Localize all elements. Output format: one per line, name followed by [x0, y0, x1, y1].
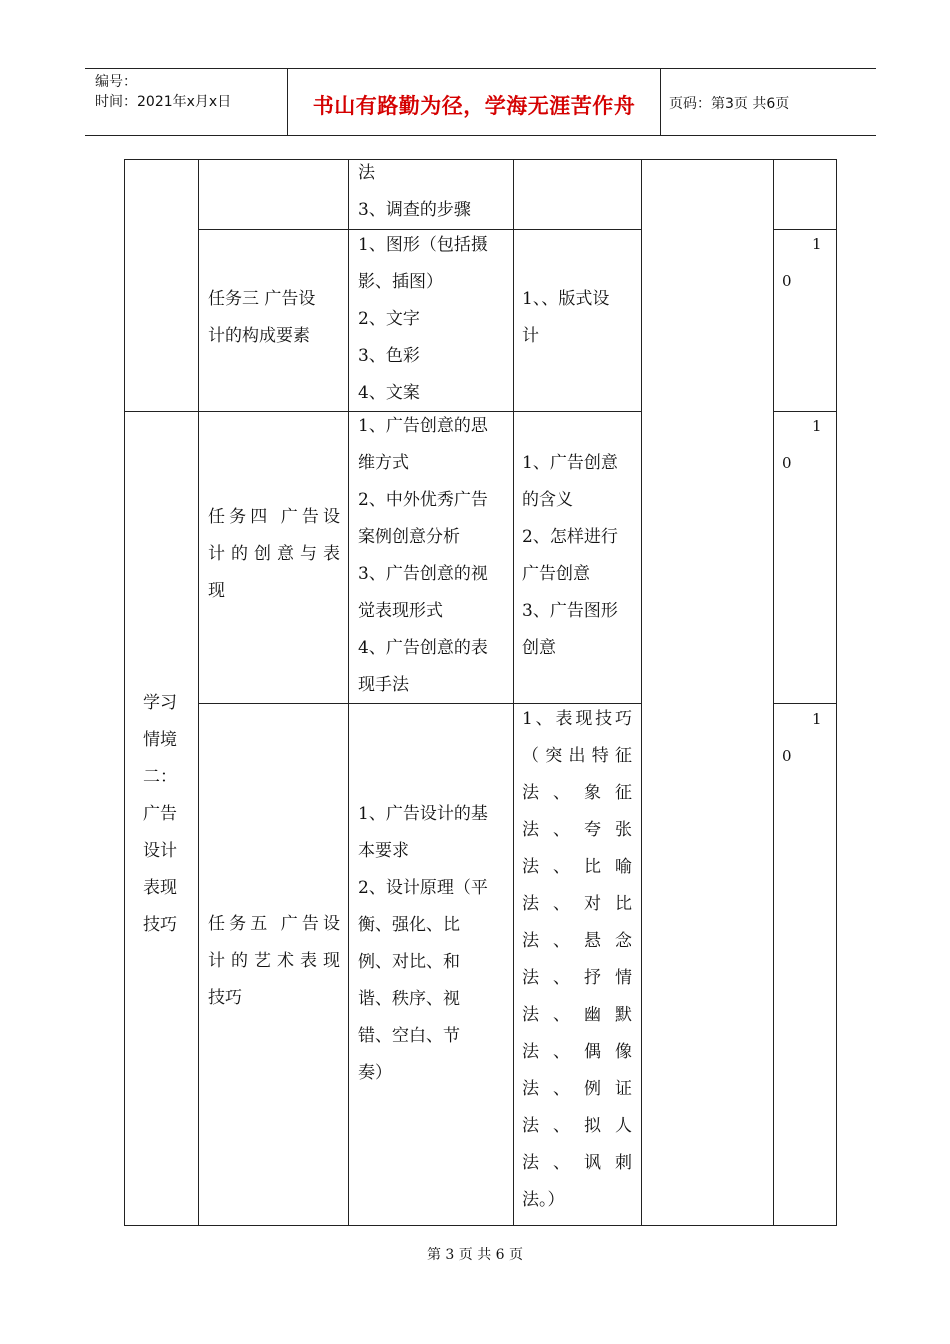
row-a-content: 法 3、调查的步骤 [358, 163, 471, 220]
header-top-rule [85, 68, 876, 69]
row-b-hours-ones: 0 [782, 272, 792, 290]
learning-context-label: 学习 情境 二： 广告 设计 表现 技巧 [143, 693, 177, 935]
row-c-hours-ones: 0 [782, 454, 792, 472]
page-indicator: 页码：第3页 共6页 [669, 96, 790, 112]
row-c-hours-tens: 1 [812, 417, 822, 435]
row-d-task: 任务五 广告设 计的艺术表现 技巧 [208, 914, 340, 1008]
row-c-key: 1、广告创意 的含义 2、怎样进行 广告创意 3、广告图形 创意 [522, 453, 618, 658]
serial-label: 编号： [95, 74, 137, 90]
row-b-hours-tens: 1 [812, 235, 822, 253]
page-footer: 第 3 页 共 6 页 [426, 1247, 524, 1263]
row-c-task: 任务四 广告设 计的创意与表 现 [208, 507, 340, 601]
row-b-task: 任务三 广告设 计的构成要素 [208, 289, 316, 346]
row-d-hours-tens: 1 [812, 710, 822, 728]
row-c-content: 1、广告创意的思 维方式 2、中外优秀广告 案例创意分析 3、广告创意的视 觉表现形式 4、广告创意的表 现手法 [358, 416, 488, 695]
row-b-key: 1、、版式设 计 [522, 289, 610, 346]
time-label: 时间：2021年x月x日 [95, 94, 232, 110]
header-bottom-rule [85, 135, 876, 136]
row-d-key: 1、表现技巧 （突出特征 法 、 象 征 法 、 夸 张 法 、 比 喻 法 、 对 比 法 、 悬 念 法 、 抒 情 法 、 幽 默 法 、 偶 像 法 、 例 证 法 、 拟 人 法 、 讽 刺 法。） [522, 709, 632, 1210]
row-d-hours-ones: 0 [782, 747, 792, 765]
motto-title: 书山有路勤为径，学海无涯苦作舟 [312, 94, 636, 118]
row-b-content: 1、图形（包括摄 影、插图） 2、文字 3、色彩 4、文案 [358, 235, 488, 403]
header-divider-right [660, 68, 661, 136]
row-d-content: 1、广告设计的基 本要求 2、设计原理（平 衡、强化、比 例、对比、和 谐、秩序、视 错、空白、节 奏） [358, 804, 488, 1083]
